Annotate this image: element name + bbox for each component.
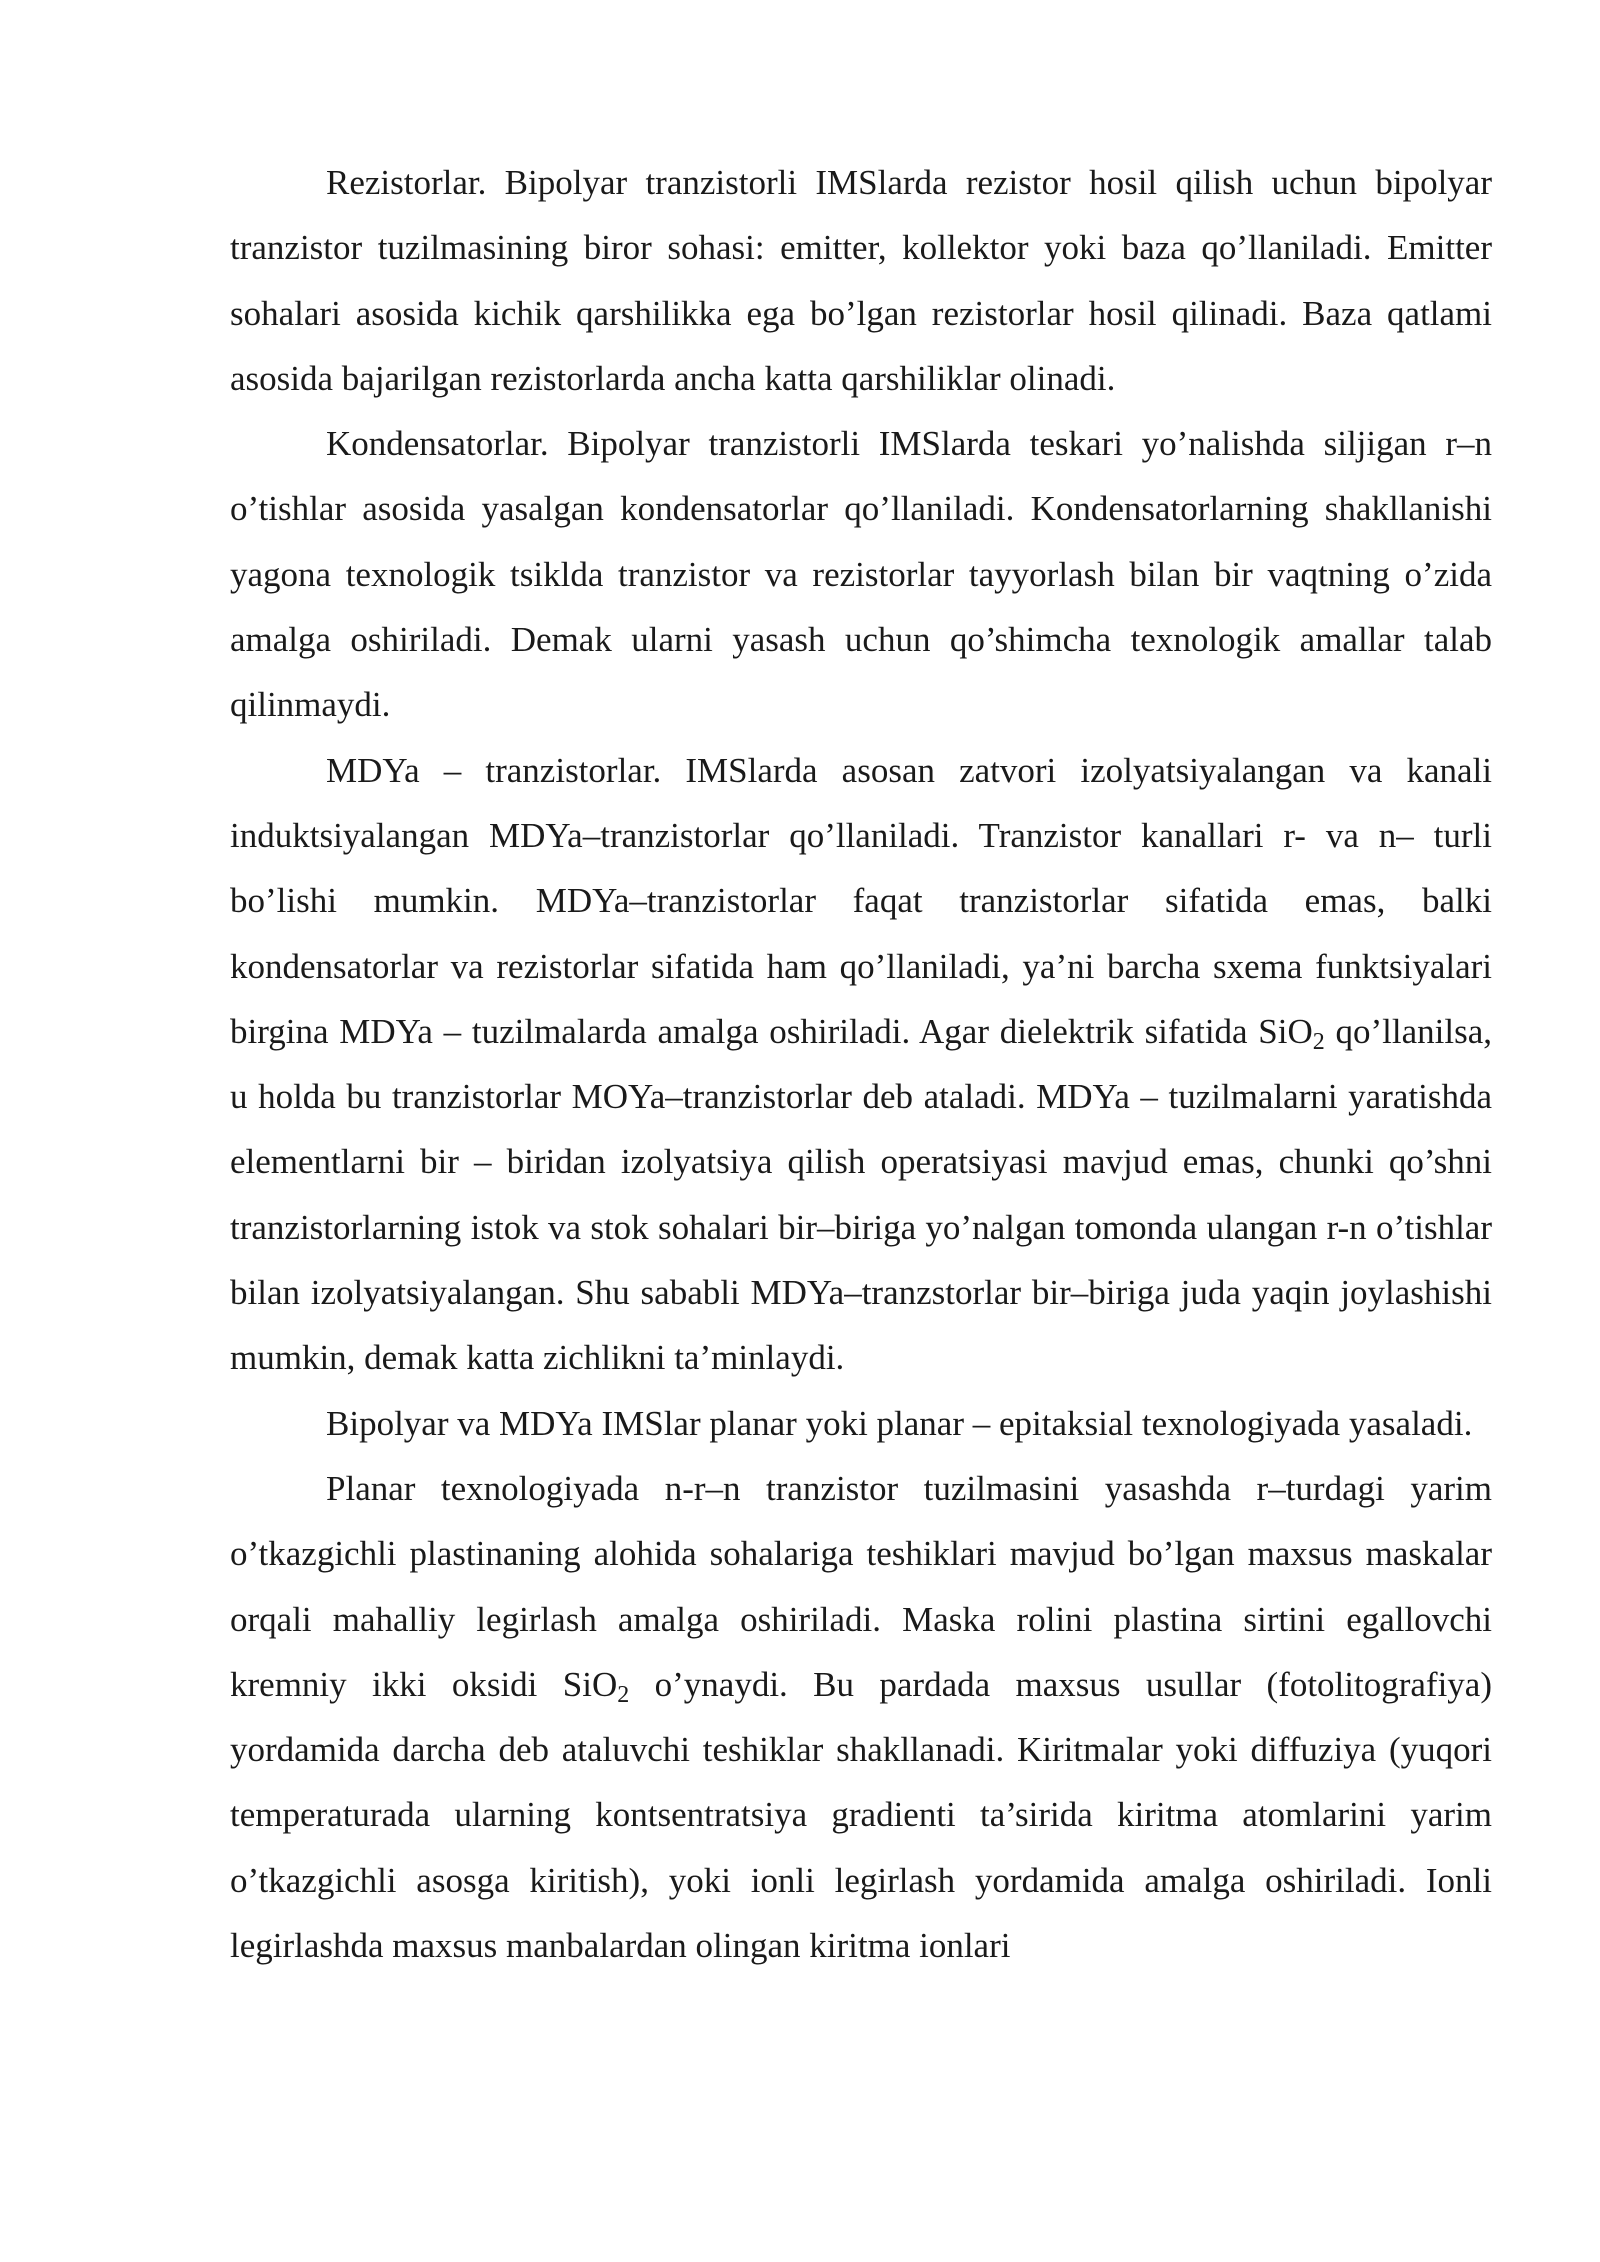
- paragraph-rezistorlar: Rezistorlar. Bipolyar tranzistorli IMSlarda rezistor hosil qilish uchun bipolyar tranzistor tuzilmasining biror sohasi: emitter, kollektor yoki baza qo’llaniladi. Emitter sohalari asosida kichik qarshilikka ega bo’lgan rezistorlar hosil qilinadi. Baza qatlami asosida bajarilgan rezistorlarda ancha katta qarshiliklar olinadi.: [230, 163, 1492, 398]
- subscript: 2: [617, 1681, 630, 1708]
- paragraph-text: MDYa – tranzistorlar. IMSlarda asosan zatvori izolyatsiyalangan va kanali induktsiyalangan MDYa–tranzistorlar qo’llaniladi. Tranzistor kanallari r- va n– turli bo’lishi mumkin. MDYa–tranzistorlar faqat tranzistorlar sifatida emas, balki kondensatorlar va rezistorlar sifatida ham qo’llaniladi, ya’ni barcha sxema funktsiyalari birgina MDYa – tuzilmalarda amalga oshiriladi. Agar dielektrik sifatida SiO: [230, 750, 1492, 1051]
- paragraph-text: qo’llanilsa, u holda bu tranzistorlar MOYa–tranzistorlar deb ataladi. MDYa – tuzilmalarni yaratishda elementlarni bir – biridan izolyatsiya qilish operatsiyasi mavjud emas, chunki qo’shni tranzistorlarning istok va stok sohalari bir–biriga yo’nalgan tomonda ulangan r-n o’tishlar bilan izolyatsiyalangan. Shu sababli MDYa–tranzstorlar bir–biriga juda yaqin joylashishi mumkin, demak katta zichlikni ta’minlaydi.: [230, 1011, 1492, 1378]
- subscript: 2: [1312, 1028, 1325, 1055]
- paragraph-text: o’ynaydi. Bu pardada maxsus usullar (fotolitografiya) yordamida darcha deb ataluvchi teshiklar shakllanadi. Kiritmalar yoki diffuziya (yuqori temperaturada ularning kontsentratsiya gradienti ta’sirida kiritma atomlarini yarim o’tkazgichli asosga kiritish), yoki ionli legirlash yordamida amalga oshiriladi. Ionli legirlashda maxsus manbalardan olingan kiritma ionlari: [230, 1664, 1492, 1966]
- paragraph-text: Planar texnologiyada n-r–n tranzistor tuzilmasini yasashda r–turdagi yarim o’tkazgichli plastinaning alohida sohalariga teshiklari mavjud bo’lgan maxsus maskalar orqali mahalliy legirlash amalga oshiriladi. Maska rolini plastina sirtini egallovchi kremniy ikki oksidi SiO: [230, 1468, 1492, 1704]
- document-page: [230, 150, 1492, 1978]
- paragraph-planar-texnologiya: [230, 1456, 1492, 1978]
- paragraph-planar-epitaksial: Bipolyar va MDYa IMSlar planar yoki planar – epitaksial texnologiyada yasaladi.: [326, 1403, 1473, 1443]
- paragraph-mdya-tranzistorlar: [230, 738, 1492, 1391]
- paragraph-kondensatorlar: Kondensatorlar. Bipolyar tranzistorli IMSlarda teskari yo’nalishda siljigan r–n o’tishlar asosida yasalgan kondensatorlar qo’llaniladi. Kondensatorlarning shakllanishi yagona texnologik tsiklda tranzistor va rezistorlar tayyorlash bilan bir vaqtning o’zida amalga oshiriladi. Demak ularni yasash uchun qo’shimcha texnologik amallar talab qilinmaydi.: [230, 424, 1492, 725]
